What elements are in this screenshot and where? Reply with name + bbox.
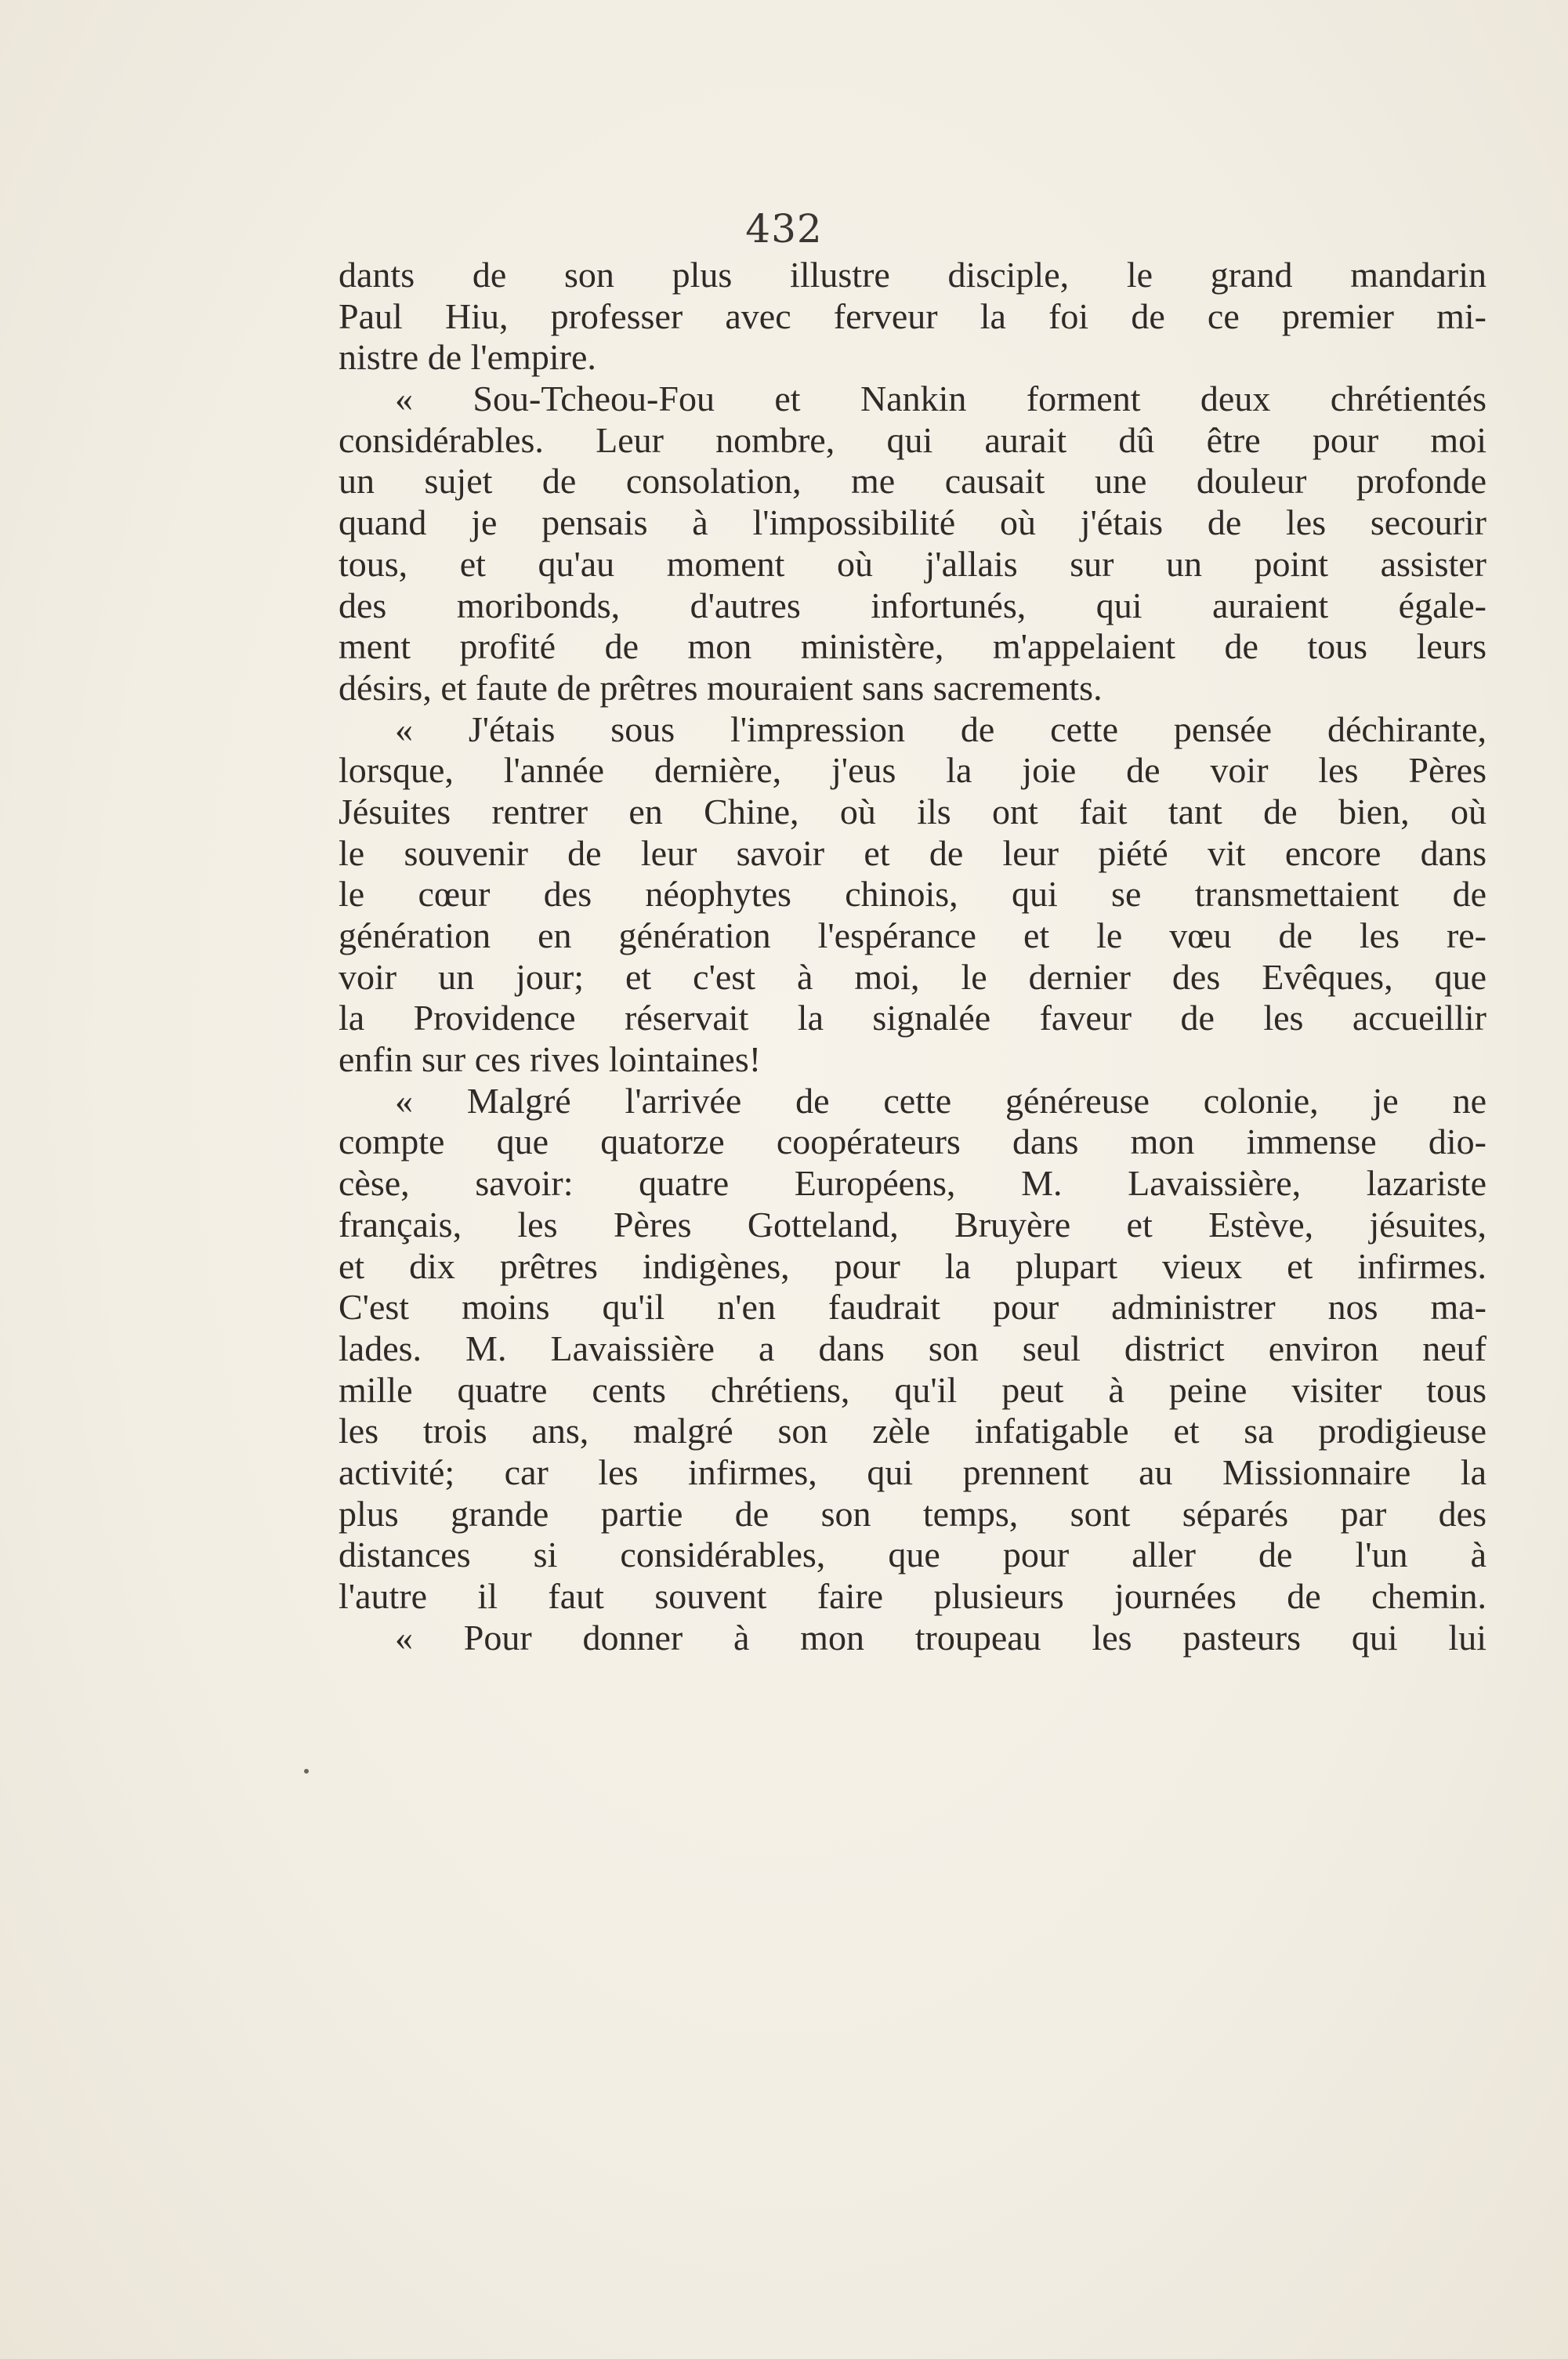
text-line: tous, et qu'au moment où j'allais sur un point assister [339, 543, 1487, 584]
text-line: considérables. Leur nombre, qui aurait dû être pour moi [339, 419, 1487, 460]
paragraph-start-line: « Malgré l'arrivée de cette généreuse colonie, je ne [395, 1080, 1487, 1121]
text-line: quand je pensais à l'impossibilité où j'étais de les secourir [339, 502, 1487, 543]
text-line: distances si considérables, que pour aller de l'un à [339, 1535, 1487, 1575]
text-line: la Providence réservait la signalée faveur de les accueillir [339, 998, 1487, 1038]
print-speck [304, 1769, 309, 1774]
text-line: C'est moins qu'il n'en faudrait pour administrer nos ma- [339, 1287, 1487, 1328]
text-line: français, les Pères Gotteland, Bruyère et Estève, jésuites, [339, 1204, 1487, 1245]
text-line: lades. M. Lavaissière a dans son seul district environ neuf [339, 1328, 1487, 1368]
text-line: des moribonds, d'autres infortunés, qui auraient égale- [339, 585, 1487, 625]
body-text [339, 255, 1487, 1658]
text-line: dants de son plus illustre disciple, le grand mandarin [339, 255, 1487, 295]
page-number: 432 [745, 206, 823, 252]
paragraph-start-line: « Pour donner à mon troupeau les pasteurs qui lui [395, 1617, 1487, 1658]
text-line: génération en génération l'espérance et le vœu de les re- [339, 915, 1487, 955]
text-line: désirs, et faute de prêtres mouraient sans sacrements. [339, 667, 1103, 708]
text-line: Paul Hiu, professer avec ferveur la foi de ce premier mi- [339, 295, 1487, 336]
text-line: compte que quatorze coopérateurs dans mon immense dio- [339, 1122, 1487, 1162]
text-line: mille quatre cents chrétiens, qu'il peut à peine visiter tous [339, 1369, 1487, 1410]
paragraph-start-line: « Sou-Tcheou-Fou et Nankin forment deux chrétientés [395, 379, 1487, 419]
text-line: activité; car les infirmes, qui prennent au Missionnaire la [339, 1451, 1487, 1492]
text-line: cèse, savoir: quatre Européens, M. Lavaissière, lazariste [339, 1163, 1487, 1204]
text-line: ment profité de mon ministère, m'appelaient de tous leurs [339, 626, 1487, 667]
text-line: l'autre il faut souvent faire plusieurs journées de chemin. [339, 1576, 1487, 1616]
text-line: le cœur des néophytes chinois, qui se transmettaient de [339, 874, 1487, 915]
text-line: plus grande partie de son temps, sont séparés par des [339, 1493, 1487, 1534]
text-line: le souvenir de leur savoir et de leur piété vit encore dans [339, 832, 1487, 873]
text-line: lorsque, l'année dernière, j'eus la joie de voir les Pères [339, 750, 1487, 791]
text-line: enfin sur ces rives lointaines! [339, 1039, 762, 1080]
text-line: les trois ans, malgré son zèle infatigable et sa prodigieuse [339, 1411, 1487, 1451]
text-line: un sujet de consolation, me causait une douleur profonde [339, 461, 1487, 502]
paragraph-start-line: « J'étais sous l'impression de cette pensée déchirante, [395, 708, 1487, 749]
text-line: voir un jour; et c'est à moi, le dernier des Evêques, que [339, 956, 1487, 997]
text-line: nistre de l'empire. [339, 337, 596, 378]
text-line: Jésuites rentrer en Chine, où ils ont fait tant de bien, où [339, 791, 1487, 832]
text-line: et dix prêtres indigènes, pour la plupart vieux et infirmes. [339, 1245, 1487, 1286]
